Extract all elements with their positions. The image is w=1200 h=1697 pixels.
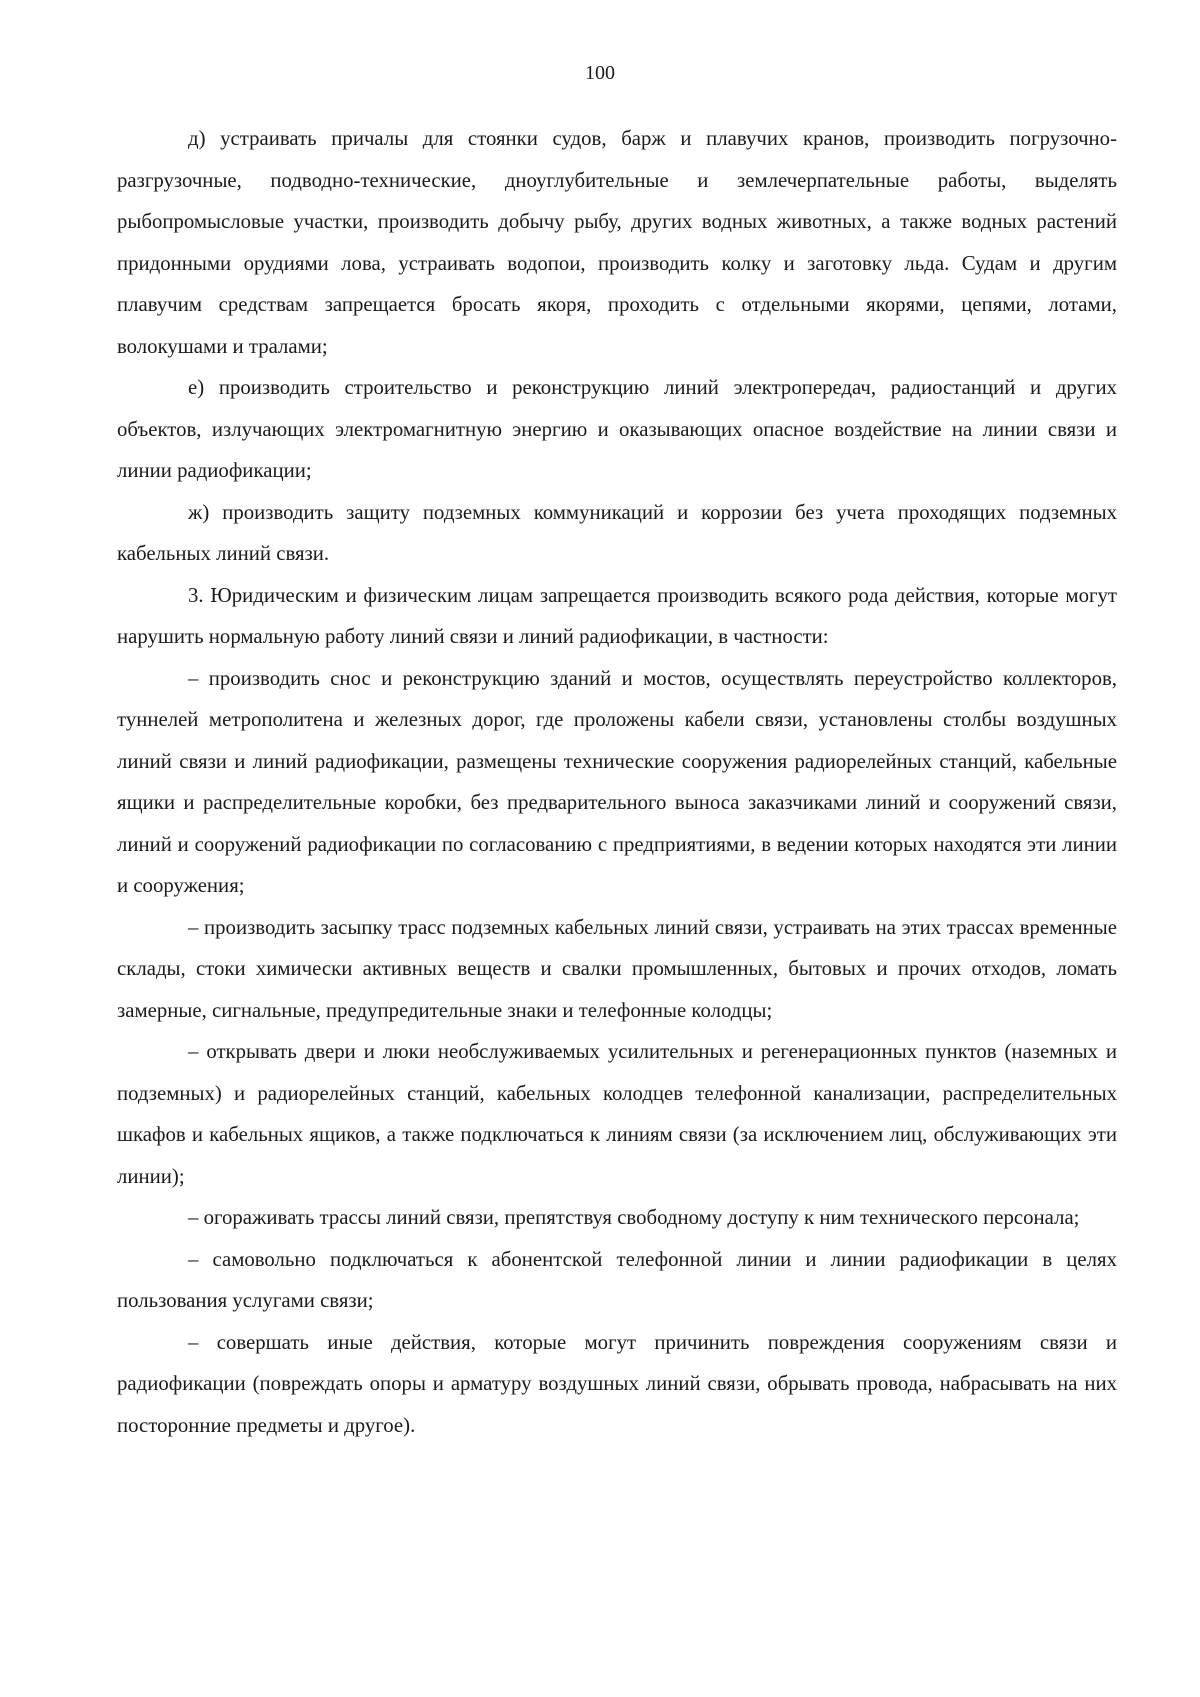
list-item-other-actions: – совершать иные действия, которые могут причинить повреждения сооружениям связи и радиофикации (повреждать опоры и арматуру воздушных линий связи, обрывать провода, набрасывать на них посторонние предметы и другое). (117, 1330, 1117, 1437)
paragraph-3: 3. Юридическим и физическим лицам запрещается производить всякого рода действия, которые могут нарушить нормальную работу линий связи и линий радиофикации, в частности: (117, 583, 1117, 648)
body-text (117, 118, 1117, 1446)
paragraph-d: д) устраивать причалы для стоянки судов, барж и плавучих кранов, производить погрузочно-разгрузочные, подводно-технические, дноуглубительные и землечерпательные работы, выделять рыбопромысловые участки, производить добычу рыбу, других водных животных, а также водных растений придонными орудиями лова, устраивать водопои, производить колку и заготовку льда. Судам и другим плавучим средствам запрещается бросать якоря, проходить с отдельными якорями, цепями, лотами, волокушами и тралами; (117, 127, 1117, 358)
list-item-backfill: – производить засыпку трасс подземных кабельных линий связи, устраивать на этих трассах временные склады, стоки химически активных веществ и свалки промышленных, бытовых и прочих отходов, ломать замерные, сигнальные, предупредительные знаки и телефонные колодцы; (117, 915, 1117, 1022)
list-item-unauthorized-connection: – самовольно подключаться к абонентской телефонной линии и линии радиофикации в целях пользования услугами связи; (117, 1247, 1117, 1312)
list-item-doors-hatches: – открывать двери и люки необслуживаемых усилительных и регенерационных пунктов (наземных и подземных) и радиорелейных станций, кабельных колодцев телефонной канализации, распределительных шкафов и кабельных ящиков, а также подключаться к линиям связи (за исключением лиц, обслуживающих эти линии); (117, 1040, 1117, 1188)
list-item-demolition: – производить снос и реконструкцию зданий и мостов, осуществлять переустройство коллекторов, туннелей метрополитена и железных дорог, где проложены кабели связи, установлены столбы воздушных линий связи и линий радиофикации, размещены технические сооружения радиорелейных станций, кабельные ящики и распределительные коробки, без предварительного выноса заказчиками линий и сооружений связи, линий и сооружений радиофикации по согласованию с предприятиями, в ведении которых находятся эти линии и сооружения; (117, 666, 1117, 897)
paragraph-zh: ж) производить защиту подземных коммуникаций и коррозии без учета проходящих подземных кабельных линий связи. (117, 500, 1117, 565)
list-item-fencing: – огораживать трассы линий связи, препятствуя свободному доступу к ним технического персонала; (188, 1206, 1080, 1229)
page-number: 100 (585, 62, 615, 84)
paragraph-e: е) производить строительство и реконструкцию линий электропередач, радиостанций и других объектов, излучающих электромагнитную энергию и оказывающих опасное воздействие на линии связи и линии радиофикации; (117, 376, 1117, 482)
